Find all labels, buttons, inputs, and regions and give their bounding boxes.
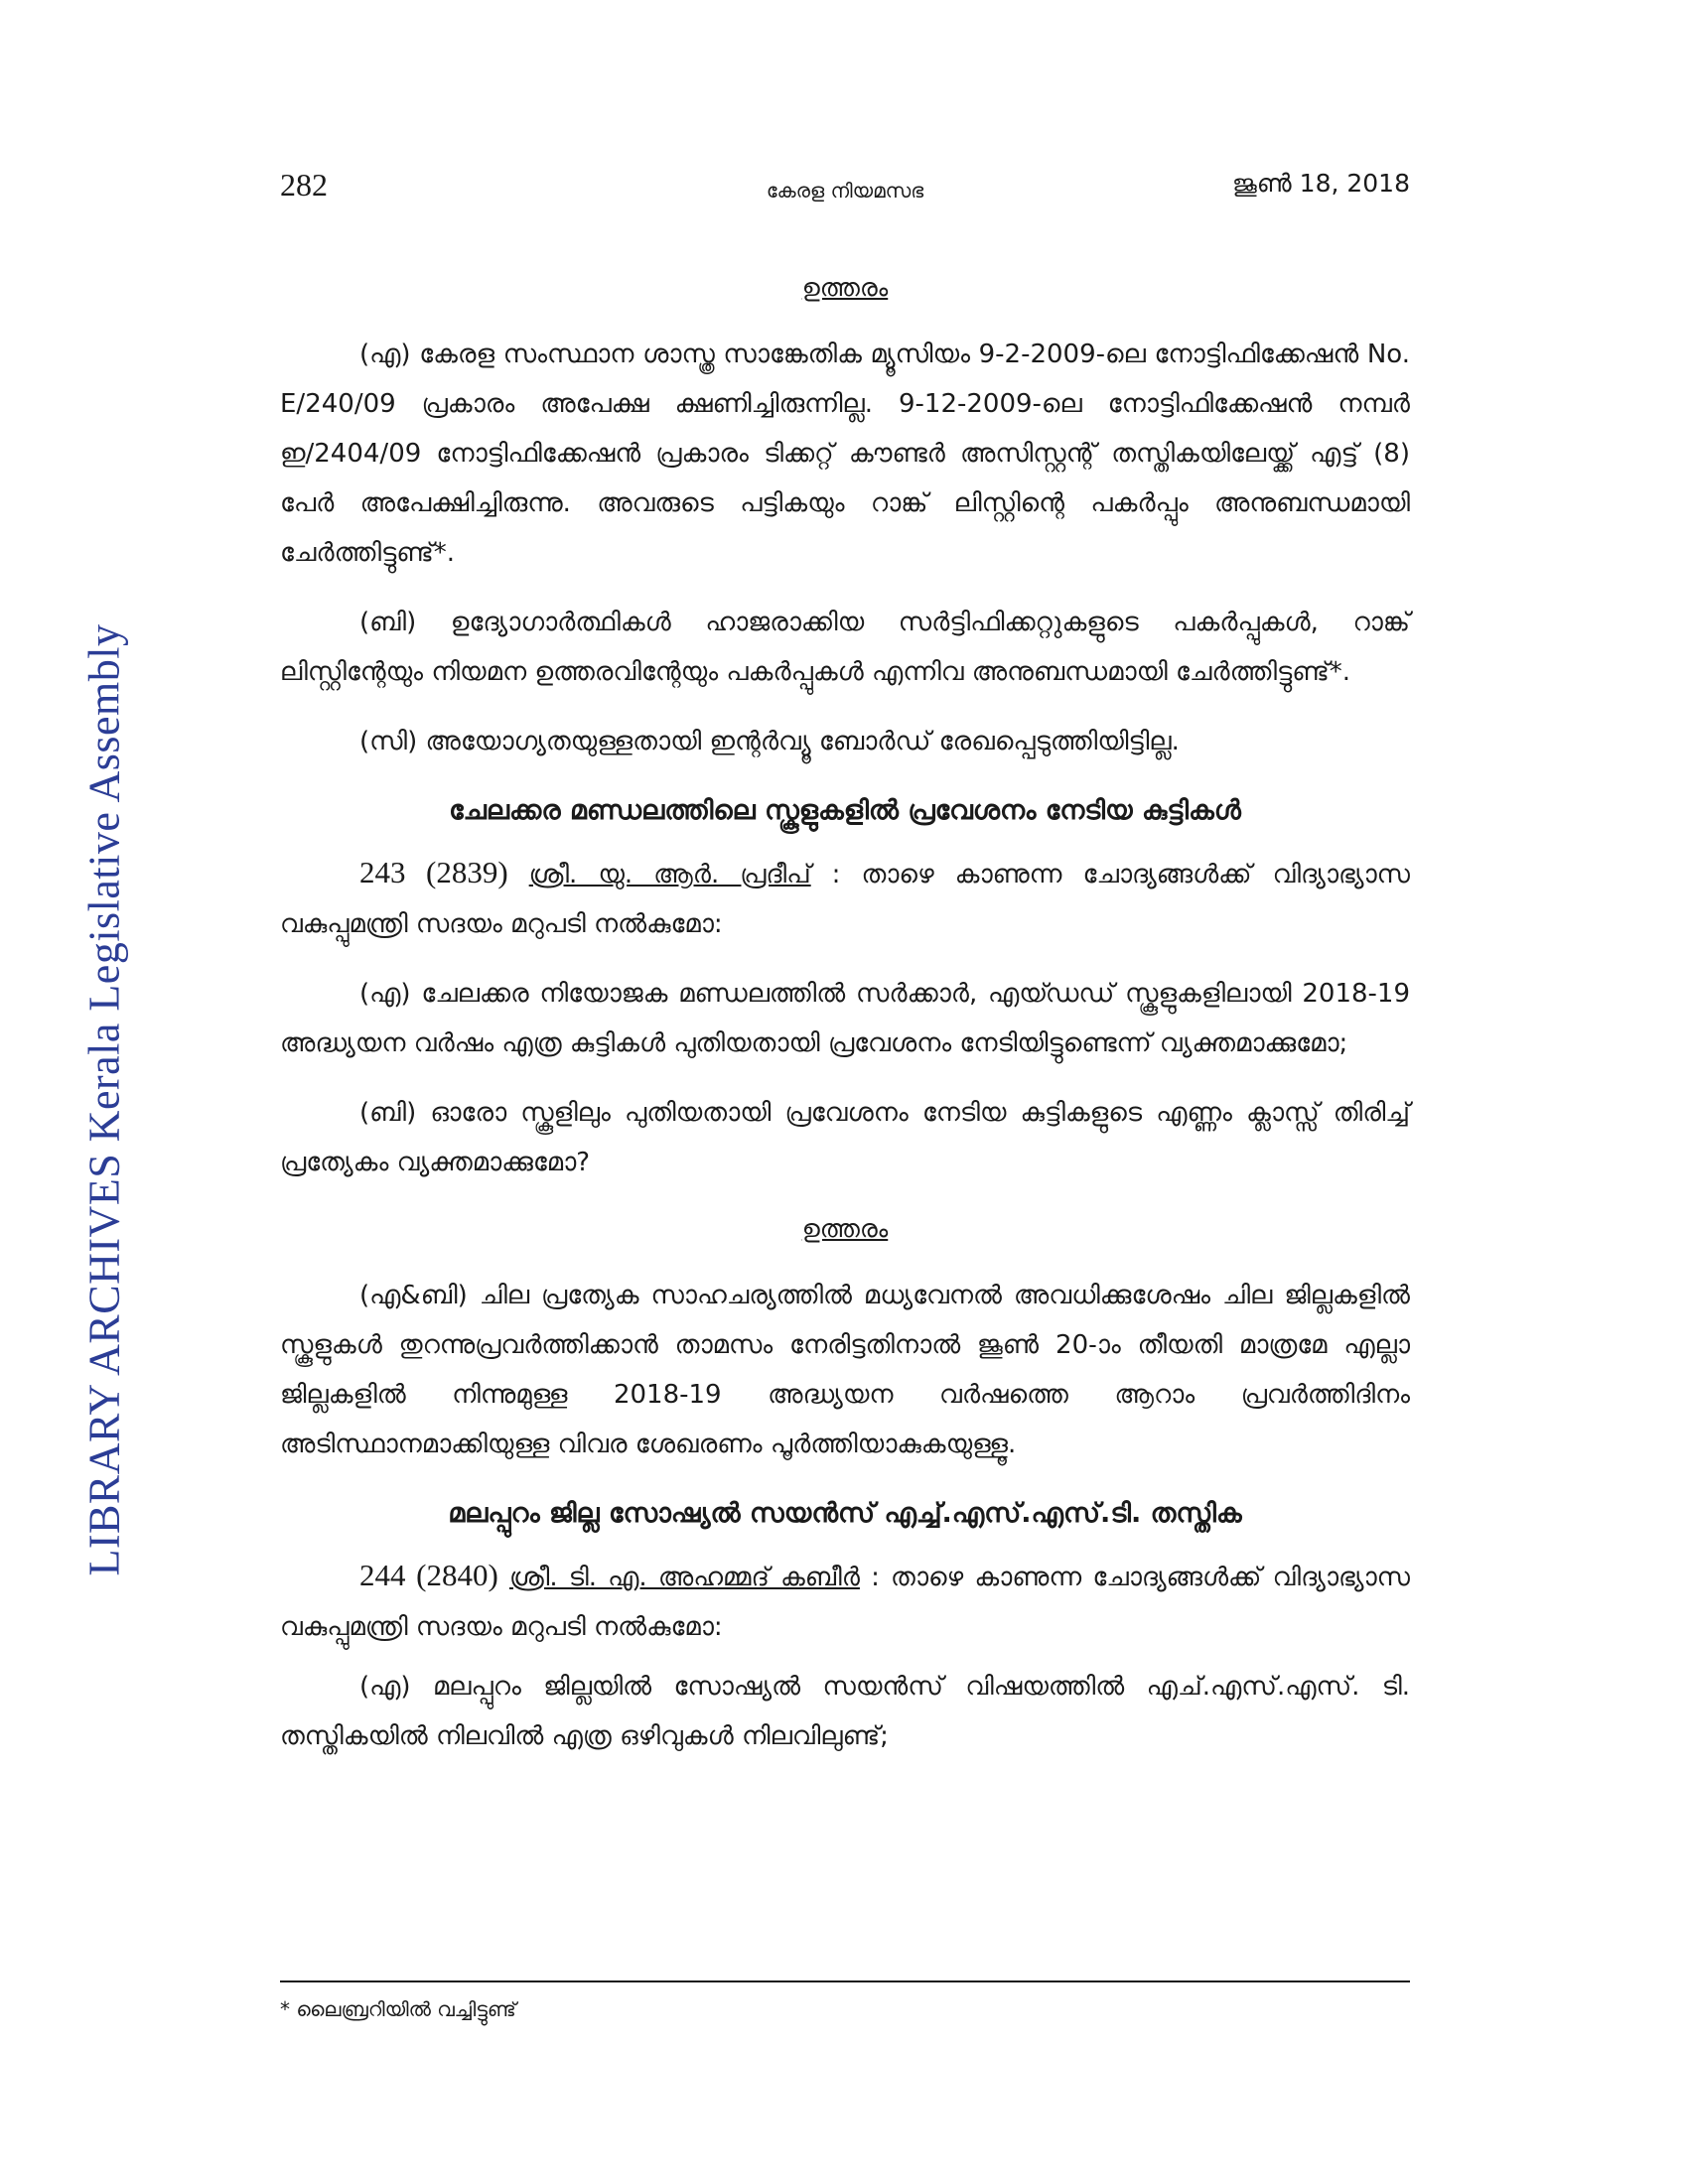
library-archives-watermark: [40, 614, 169, 1586]
header-date: ജൂൺ 18, 2018: [1231, 169, 1410, 198]
question-intro-text: : താഴെ കാണുന്ന ചോദ്യങ്ങൾക്ക് വിദ്യാഭ്യാസ വകുപ്പുമന്ത്രി സദയം മറുപടി നൽകുമോ:: [280, 1563, 1410, 1642]
question-243-part-b: (ബി) ഓരോ സ്കൂളിലും പുതിയതായി പ്രവേശനം നേടിയ കുട്ടികളുടെ എണ്ണം ക്ലാസ്സ് തിരിച്ച് പ്രത്യേകം വ്യക്തമാക്കുമോ?: [280, 1098, 1410, 1177]
answer-part-b: (ബി) ഉദ്യോഗാർത്ഥികൾ ഹാജരാക്കിയ സർട്ടിഫിക്കറ്റുകളുടെ പകർപ്പുകൾ, റാങ്ക് ലിസ്റ്റിന്റേയും നിയമന ഉത്തരവിന്റേയും പകർപ്പുകൾ എന്നിവ അനുബന്ധമായി ചേർത്തിട്ടുണ്ട്*.: [280, 608, 1410, 687]
page-body: [280, 266, 1410, 1771]
watermark-text: LIBRARY ARCHIVES Kerala Legislative Assembly: [79, 623, 129, 1576]
question-intro-text: : താഴെ കാണുന്ന ചോദ്യങ്ങൾക്ക് വിദ്യാഭ്യാസ വകുപ്പുമന്ത്രി സദയം മറുപടി നൽകുമോ:: [280, 860, 1410, 939]
question-243-intro: [280, 848, 1410, 949]
answer-part-a: (എ) കേരള സംസ്ഥാന ശാസ്ത്ര സാങ്കേതിക മ്യൂസിയം 9-2-2009-ലെ നോട്ടിഫിക്കേഷൻ No. E/240/09 പ്രകാരം അപേക്ഷ ക്ഷണിച്ചിരുന്നില്ല. 9-12-2009-ലെ നോട്ടിഫിക്കേഷൻ നമ്പർ ഇ/2404/09 നോട്ടിഫിക്കേഷൻ പ്രകാരം ടിക്കറ്റ് കൗണ്ടർ അസിസ്റ്റന്റ് തസ്തികയിലേയ്ക്ക് എട്ട് (8) പേർ അപേക്ഷിച്ചിരുന്നു. അവരുടെ പട്ടികയും റാങ്ക് ലിസ്റ്റിന്റെ പകർപ്പും അനുബന്ധമായി ചേർത്തിട്ടുണ്ട്*.: [280, 340, 1410, 568]
answer-part-ab: (എ&ബി) ചില പ്രത്യേക സാഹചര്യത്തിൽ മധ്യവേനൽ അവധിക്കുശേഷം ചില ജില്ലകളിൽ സ്കൂളുകൾ തുറന്നുപ്രവർത്തിക്കാൻ താമസം നേരിട്ടതിനാൽ ജൂൺ 20-ാം തീയതി മാത്രമേ എല്ലാ ജില്ലകളിൽ നിന്നുമുള്ള 2018-19 അദ്ധ്യയന വർഷത്തെ ആറാം പ്രവർത്തിദിനം അടിസ്ഥാനമാക്കിയുള്ള വിവര ശേഖരണം പൂർത്തിയാകുകയുള്ളൂ.: [280, 1281, 1410, 1459]
answer-heading: ഉത്തരം: [801, 273, 889, 302]
question-244-heading: മലപ്പുറം ജില്ല സോഷ്യൽ സയൻസ് എച്ച്.എസ്.എസ്.ടി. തസ്തിക: [448, 1498, 1242, 1529]
question-number: 244 (2840): [359, 1558, 498, 1592]
answer-part-c: (സി) അയോഗ്യതയുള്ളതായി ഇന്റർവ്യൂ ബോർഡ് രേഖപ്പെടുത്തിയിട്ടില്ല.: [359, 727, 1180, 756]
footnote-divider: [280, 1980, 1410, 1982]
question-244-intro: [280, 1551, 1410, 1652]
member-name: ശ്രീ. ടി. എ. അഹമ്മദ് കബീർ: [508, 1563, 860, 1592]
answer-heading: ഉത്തരം: [801, 1214, 889, 1243]
question-243-heading: ചേലക്കര മണ്ഡലത്തിലെ സ്കൂളുകളിൽ പ്രവേശനം നേടിയ കുട്ടികൾ: [449, 795, 1241, 826]
running-title: കേരള നിയമസഭ: [766, 179, 924, 203]
question-number: 243 (2839): [359, 855, 508, 889]
member-name: ശ്രീ. യു. ആർ. പ്രദീപ്: [528, 860, 811, 889]
question-244-part-a: (എ) മലപ്പുറം ജില്ലയിൽ സോഷ്യൽ സയൻസ് വിഷയത്തിൽ എച്.എസ്.എസ്. ടി. തസ്തികയിൽ നിലവിൽ എത്ര ഒഴിവുകൾ നിലവിലുണ്ട്;: [280, 1672, 1410, 1751]
page-number: 282: [280, 167, 328, 203]
question-243-part-a: (എ) ചേലക്കര നിയോജക മണ്ഡലത്തിൽ സർക്കാർ, എയ്ഡഡ് സ്കൂളുകളിലായി 2018-19 അദ്ധ്യയന വർഷം എത്ര കുട്ടികൾ പുതിയതായി പ്രവേശനം നേടിയിട്ടുണ്ടെന്ന് വ്യക്തമാക്കുമോ;: [280, 979, 1410, 1058]
footnote: * ലൈബ്രറിയിൽ വച്ചിട്ടുണ്ട്: [280, 1997, 516, 2021]
page-header: [280, 167, 1410, 216]
